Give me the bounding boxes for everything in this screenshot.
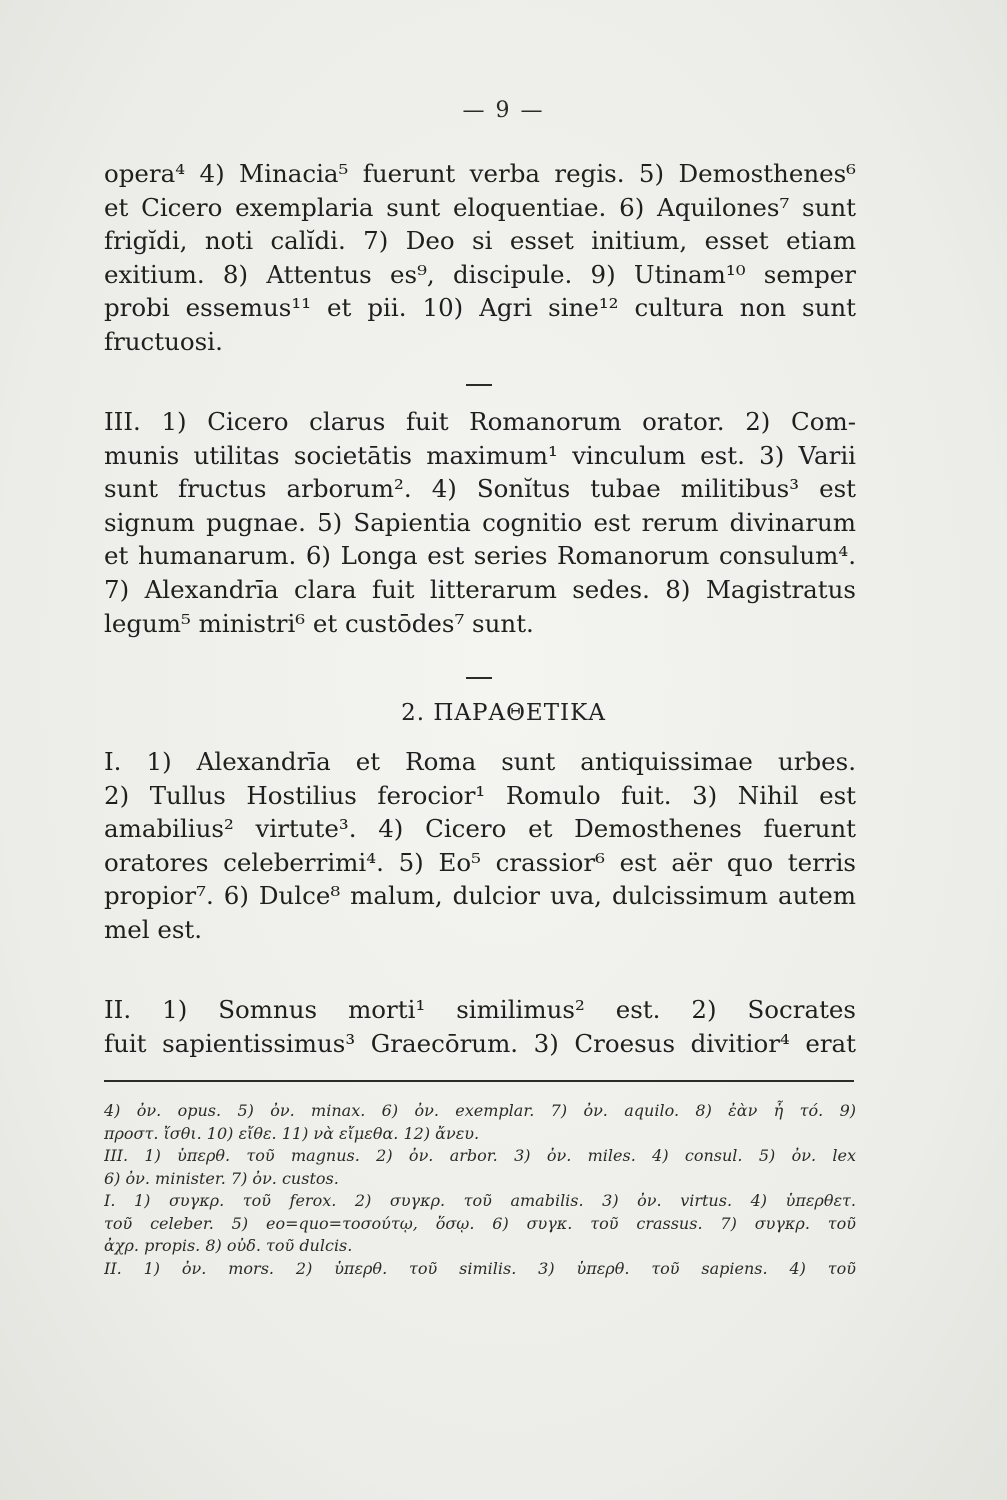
text-line: fructuosi.: [104, 326, 223, 356]
text-line: 7) Alexandrīa clara fuit litterarum sedes. 8) Magistratus: [104, 574, 856, 604]
text-line: frigĭdi, noti calĭdi. 7) Deo si esset initium, esset etiam: [104, 226, 856, 256]
text-line: oratores celeberrimi⁴. 5) Eo⁵ crassior⁶ est aër quo terris: [104, 847, 856, 877]
text-block-comparatives-one: [104, 745, 856, 947]
text-line: mel est.: [104, 914, 203, 944]
text-line: exitium. 8) Attentus es⁹, discipule. 9) Utinam¹⁰ semper: [104, 259, 856, 289]
text-line: et humanarum. 6) Longa est series Romanorum consulum⁴.: [104, 541, 856, 571]
footnote-line: 4) ὀν. opus. 5) ὀν. minax. 6) ὀν. exemplar. 7) ὀν. aquilo. 8) ἐὰν ἦ τό. 9): [104, 1101, 856, 1120]
text-block-exercise-three: [104, 405, 856, 640]
text-line: opera⁴ 4) Minacia⁵ fuerunt verba regis. 5) Demosthenes⁶: [104, 159, 856, 188]
text-line: fuit sapientissimus³ Graecōrum. 3) Croesus divitior⁴ erat: [104, 1028, 856, 1058]
text-line: signum pugnae. 5) Sapientia cognitio est rerum divinarum: [104, 507, 856, 537]
footnote-line: προστ. ἴσθι. 10) εἴθε. 11) νὰ εἴμεθα. 12) ἄνευ.: [104, 1123, 480, 1143]
footnote-line: I. 1) συγκρ. τοῦ ferox. 2) συγκρ. τοῦ amabilis. 3) ὀν. virtus. 4) ὑπερθετ.: [104, 1191, 856, 1210]
text-line: amabilius² virtute³. 4) Cicero et Demosthenes fuerunt: [104, 814, 856, 844]
text-line: probi essemus¹¹ et pii. 10) Agri sine¹² cultura non sunt: [104, 293, 856, 323]
footnote-rule: [104, 1080, 854, 1082]
text-line: I. 1) Alexandrīa et Roma sunt antiquissimae urbes.: [104, 747, 856, 776]
footnote-line: ἀχρ. propis. 8) οὐδ. τοῦ dulcis.: [104, 1236, 353, 1255]
text-line: III. 1) Cicero clarus fuit Romanorum orator. 2) Com-: [104, 407, 856, 436]
section-divider: [466, 384, 492, 386]
text-line: sunt fructus arborum². 4) Sonĭtus tubae militibus³ est: [104, 474, 856, 504]
section-divider: [466, 677, 492, 679]
text-line: II. 1) Somnus morti¹ similimus² est. 2) Socrates: [104, 995, 856, 1024]
footnotes: [104, 1100, 856, 1280]
chapter-heading: 2. ΠΑΡΑΘΕΤΙΚΑ: [401, 700, 606, 726]
text-block-comparatives-two: [104, 993, 856, 1060]
text-line: munis utilitas societātis maximum¹ vinculum est. 3) Varii: [104, 440, 856, 470]
text-line: 2) Tullus Hostilius ferocior¹ Romulo fuit. 3) Nihil est: [104, 780, 856, 810]
text-block-exercise-two: [104, 157, 856, 359]
footnote-line: III. 1) ὑπερθ. τοῦ magnus. 2) ὀν. arbor. 3) ὀν. miles. 4) consul. 5) ὀν. lex: [104, 1146, 856, 1165]
text-line: propior⁷. 6) Dulce⁸ malum, dulcior uva, dulcissimum autem: [104, 881, 856, 911]
footnote-line: II. 1) ὀν. mors. 2) ὑπερθ. τοῦ similis. 3) ὑπερθ. τοῦ sapiens. 4) τοῦ: [104, 1258, 856, 1278]
footnote-line: 6) ὀν. minister. 7) ὀν. custos.: [104, 1168, 339, 1188]
footnote-line: τοῦ celeber. 5) eo=quo=τοσούτῳ, ὅσῳ. 6) συγκ. τοῦ crassus. 7) συγκρ. τοῦ: [104, 1213, 856, 1233]
page-number: — 9 —: [462, 98, 545, 123]
text-line: et Cicero exemplaria sunt eloquentiae. 6) Aquilones⁷ sunt: [104, 192, 856, 222]
text-line: legum⁵ ministri⁶ et custōdes⁷ sunt.: [104, 608, 534, 638]
